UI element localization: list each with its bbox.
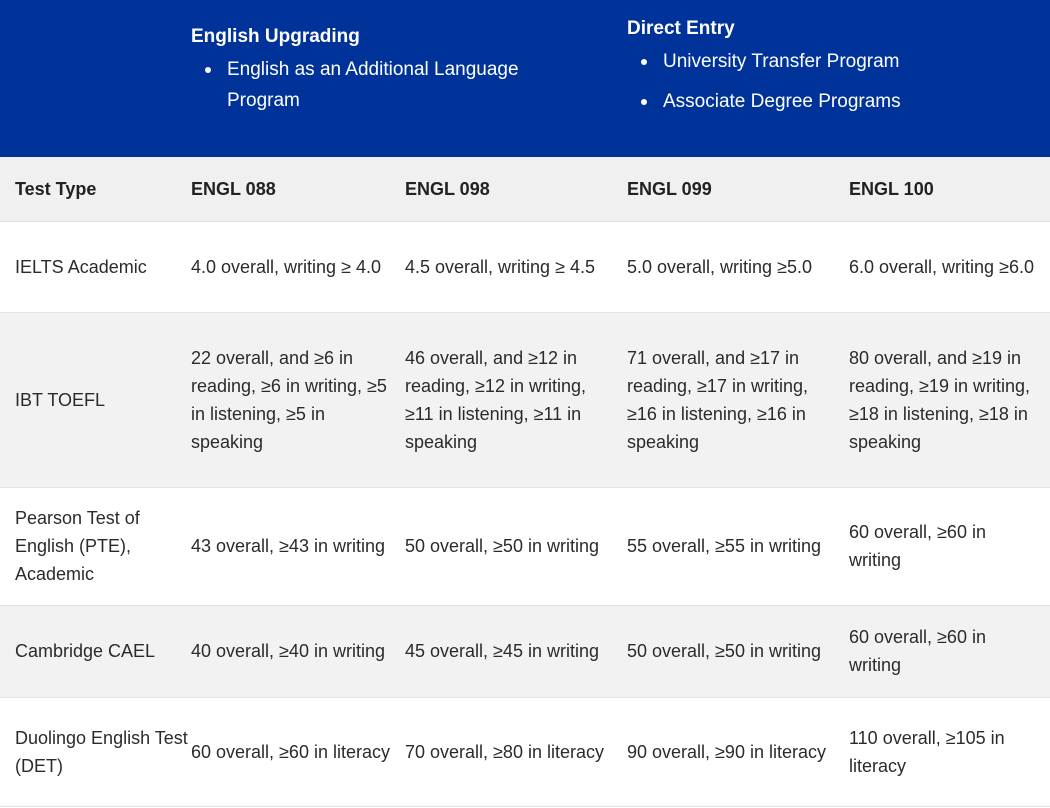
test-type-cell: Pearson Test of English (PTE), Academic [15, 508, 140, 584]
table-row [0, 221, 1050, 312]
english-upgrading-list [191, 54, 591, 116]
program-item [191, 54, 591, 116]
test-type-cell: Cambridge CAEL [15, 641, 156, 661]
direct-entry-group [627, 18, 1027, 126]
table-row [0, 697, 1050, 806]
score-cell: 80 overall, and ≥19 in reading, ≥19 in writing, ≥18 in listening, ≥18 in speaking [849, 347, 1030, 452]
program-item [627, 46, 1027, 77]
table-row [0, 487, 1050, 605]
column-header: ENGL 100 [849, 178, 934, 199]
program-label: English as an Additional Language Program [227, 59, 519, 111]
bullet-icon [641, 59, 647, 65]
test-type-cell: Duolingo English Test (DET) [15, 727, 188, 776]
score-cell: 90 overall, ≥90 in literacy [627, 741, 826, 762]
english-upgrading-title: English Upgrading [191, 26, 360, 47]
requirements-table [0, 157, 1050, 807]
score-cell: 46 overall, and ≥12 in reading, ≥12 in writing, ≥11 in listening, ≥11 in speaking [405, 347, 586, 452]
bullet-icon [641, 99, 647, 105]
score-cell: 40 overall, ≥40 in writing [191, 641, 385, 661]
score-cell: 6.0 overall, writing ≥6.0 [849, 256, 1034, 277]
program-item [627, 86, 1027, 117]
table-row [0, 312, 1050, 487]
test-type-cell: IELTS Academic [15, 256, 147, 277]
score-cell: 4.0 overall, writing ≥ 4.0 [191, 256, 381, 277]
score-cell: 70 overall, ≥80 in literacy [405, 741, 604, 762]
score-cell: 43 overall, ≥43 in writing [191, 536, 385, 556]
score-cell: 5.0 overall, writing ≥5.0 [627, 256, 812, 277]
english-upgrading-group [191, 26, 591, 125]
score-cell: 22 overall, and ≥6 in reading, ≥6 in writing, ≥5 in listening, ≥5 in speaking [191, 347, 387, 452]
program-label: Associate Degree Programs [663, 91, 901, 112]
score-cell: 50 overall, ≥50 in writing [627, 641, 821, 661]
score-cell: 60 overall, ≥60 in literacy [191, 741, 390, 762]
test-type-cell: IBT TOEFL [15, 389, 106, 410]
direct-entry-list [627, 46, 1027, 117]
program-banner [0, 0, 1050, 157]
bullet-icon [205, 67, 211, 73]
score-cell: 55 overall, ≥55 in writing [627, 536, 821, 556]
score-cell: 60 overall, ≥60 in writing [849, 627, 986, 675]
table-row [0, 605, 1050, 697]
column-header: ENGL 088 [191, 178, 276, 199]
direct-entry-title: Direct Entry [627, 18, 735, 39]
score-cell: 45 overall, ≥45 in writing [405, 641, 599, 661]
score-cell: 110 overall, ≥105 in literacy [849, 727, 1005, 776]
column-header: ENGL 098 [405, 178, 490, 199]
score-cell: 50 overall, ≥50 in writing [405, 536, 599, 556]
program-label: University Transfer Program [663, 51, 900, 72]
score-cell: 71 overall, and ≥17 in reading, ≥17 in writing, ≥16 in listening, ≥16 in speaking [627, 347, 808, 452]
column-header: Test Type [15, 178, 97, 199]
score-cell: 4.5 overall, writing ≥ 4.5 [405, 256, 595, 277]
table-header-row [0, 157, 1050, 221]
score-cell: 60 overall, ≥60 in writing [849, 522, 986, 570]
column-header: ENGL 099 [627, 178, 712, 199]
